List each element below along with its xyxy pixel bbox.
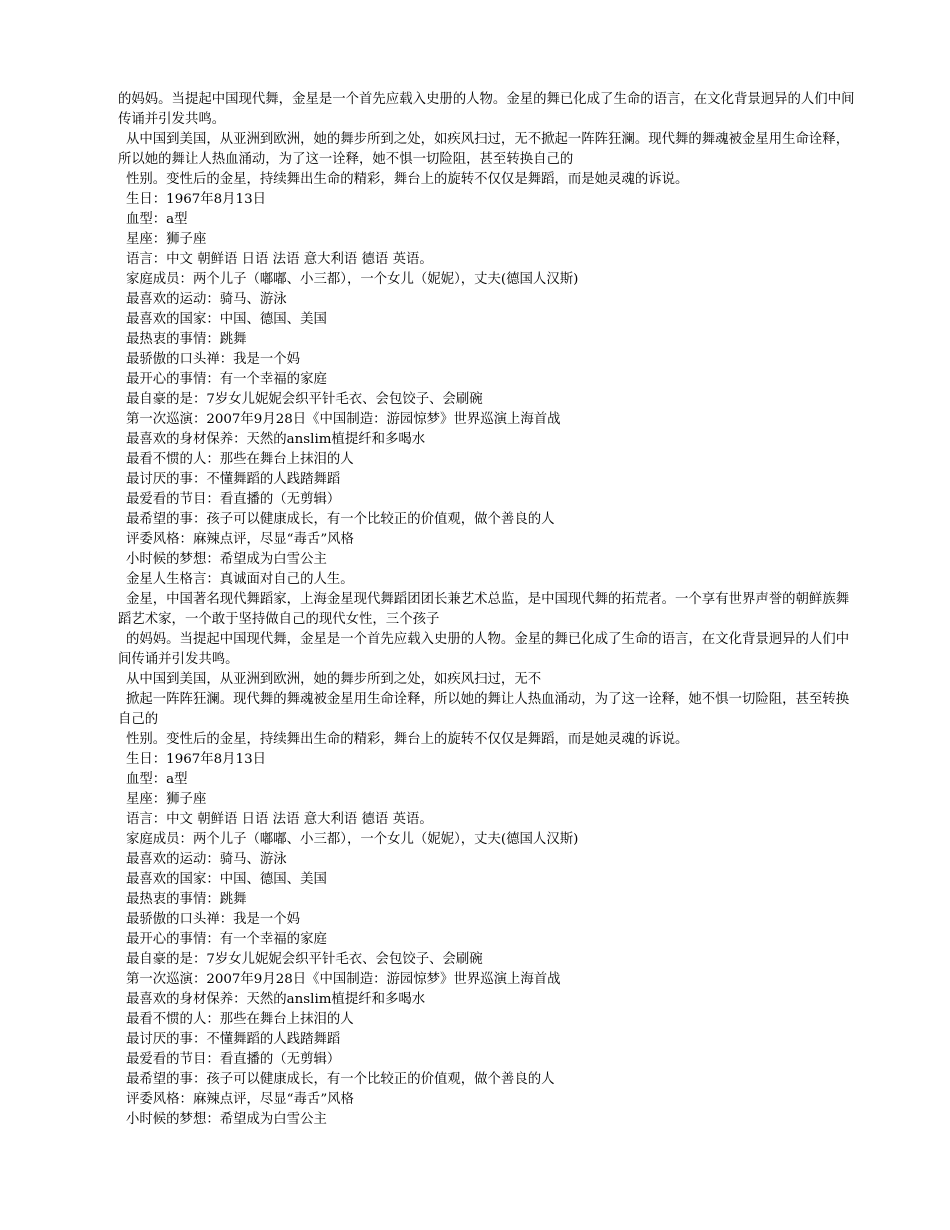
- text-line: 小时候的梦想：希望成为白雪公主: [126, 1112, 327, 1127]
- text-line: 最讨厌的事：不懂舞蹈的人践踏舞蹈: [126, 1032, 341, 1047]
- text-line: 最喜欢的国家：中国、德国、美国: [126, 872, 327, 887]
- text-line: 家庭成员：两个儿子（嘟嘟、小三都），一个女儿（妮妮），丈夫(德国人汉斯): [126, 272, 579, 287]
- text-line: 最喜欢的运动：骑马、游泳: [126, 292, 287, 307]
- text-line: 性别。变性后的金星，持续舞出生命的精彩，舞台上的旋转不仅仅是舞蹈，而是她灵魂的诉说。: [126, 732, 689, 747]
- text-line: 最喜欢的身材保养：天然的anslim植提纤和多喝水: [126, 432, 426, 447]
- text-line: 第一次巡演：2007年9月28日《中国制造：游园惊梦》世界巡演上海首战: [126, 412, 561, 427]
- text-line: 最骄傲的口头禅：我是一个妈: [126, 352, 301, 367]
- text-line: 语言：中文 朝鲜语 日语 法语 意大利语 德语 英语。: [126, 252, 433, 267]
- text-line: 生日：1967年8月13日: [126, 752, 266, 767]
- text-line: 性别。变性后的金星，持续舞出生命的精彩，舞台上的旋转不仅仅是舞蹈，而是她灵魂的诉说。: [126, 172, 689, 187]
- text-line: 最喜欢的国家：中国、德国、美国: [126, 312, 327, 327]
- text-line: 最喜欢的身材保养：天然的anslim植提纤和多喝水: [126, 992, 426, 1007]
- text-line: 星座：狮子座: [126, 792, 207, 807]
- text-line: 评委风格：麻辣点评，尽显“毒舌”风格: [126, 532, 354, 547]
- text-line: 的妈妈。当提起中国现代舞，金星是一个首先应载入史册的人物。金星的舞已化成了生命的语言，在文化背景迥异的人们中间传诵并引发共鸣。: [118, 632, 850, 667]
- text-line: 星座：狮子座: [126, 232, 207, 247]
- text-line: 血型：a型: [126, 772, 188, 787]
- text-line: 小时候的梦想：希望成为白雪公主: [126, 552, 327, 567]
- text-line: 最爱看的节目：看直播的（无剪辑）: [126, 1052, 341, 1067]
- text-line: 金星人生格言：真诚面对自己的人生。: [126, 572, 354, 587]
- text-line: 评委风格：麻辣点评，尽显“毒舌”风格: [126, 1092, 354, 1107]
- text-line: 第一次巡演：2007年9月28日《中国制造：游园惊梦》世界巡演上海首战: [126, 972, 561, 987]
- text-line: 掀起一阵阵狂澜。现代舞的舞魂被金星用生命诠释，所以她的舞让人热血涌动，为了这一诠释，她不惧一切险阻，甚至转换自己的: [118, 692, 850, 727]
- text-line: 生日：1967年8月13日: [126, 192, 266, 207]
- text-line: 最开心的事情：有一个幸福的家庭: [126, 932, 327, 947]
- document-body: [118, 90, 858, 1130]
- text-line: 最希望的事：孩子可以健康成长，有一个比较正的价值观，做个善良的人: [126, 1072, 555, 1087]
- text-line: 最开心的事情：有一个幸福的家庭: [126, 372, 327, 387]
- text-line: 语言：中文 朝鲜语 日语 法语 意大利语 德语 英语。: [126, 812, 433, 827]
- text-line: 最讨厌的事：不懂舞蹈的人践踏舞蹈: [126, 472, 341, 487]
- text-line: 最自豪的是：7岁女儿妮妮会织平针毛衣、会包饺子、会刷碗: [126, 392, 483, 407]
- text-line: 从中国到美国，从亚洲到欧洲，她的舞步所到之处，如疾风扫过，无不掀起一阵阵狂澜。现代舞的舞魂被金星用生命诠释，所以她的舞让人热血涌动，为了这一诠释，她不惧一切险阻，甚至转换自己的: [118, 132, 850, 167]
- text-line: 家庭成员：两个儿子（嘟嘟、小三都），一个女儿（妮妮），丈夫(德国人汉斯): [126, 832, 579, 847]
- text-line: 最看不惯的人：那些在舞台上抹泪的人: [126, 452, 354, 467]
- text-line: 最自豪的是：7岁女儿妮妮会织平针毛衣、会包饺子、会刷碗: [126, 952, 483, 967]
- text-line: 最爱看的节目：看直播的（无剪辑）: [126, 492, 341, 507]
- text-line: 血型：a型: [126, 212, 188, 227]
- text-line: 金星，中国著名现代舞蹈家，上海金星现代舞蹈团团长兼艺术总监，是中国现代舞的拓荒者。一个享有世界声誉的朝鲜族舞蹈艺术家，一个敢于坚持做自己的现代女性，三个孩子: [118, 592, 850, 627]
- text-line: 的妈妈。当提起中国现代舞，金星是一个首先应载入史册的人物。金星的舞已化成了生命的语言，在文化背景迥异的人们中间传诵并引发共鸣。: [118, 92, 855, 127]
- text-line: 最看不惯的人：那些在舞台上抹泪的人: [126, 1012, 354, 1027]
- text-line: 最热衷的事情：跳舞: [126, 332, 247, 347]
- text-line: 最热衷的事情：跳舞: [126, 892, 247, 907]
- text-line: 从中国到美国，从亚洲到欧洲，她的舞步所到之处，如疾风扫过，无不: [126, 672, 542, 687]
- text-line: 最希望的事：孩子可以健康成长，有一个比较正的价值观，做个善良的人: [126, 512, 555, 527]
- text-line: 最喜欢的运动：骑马、游泳: [126, 852, 287, 867]
- text-line: 最骄傲的口头禅：我是一个妈: [126, 912, 301, 927]
